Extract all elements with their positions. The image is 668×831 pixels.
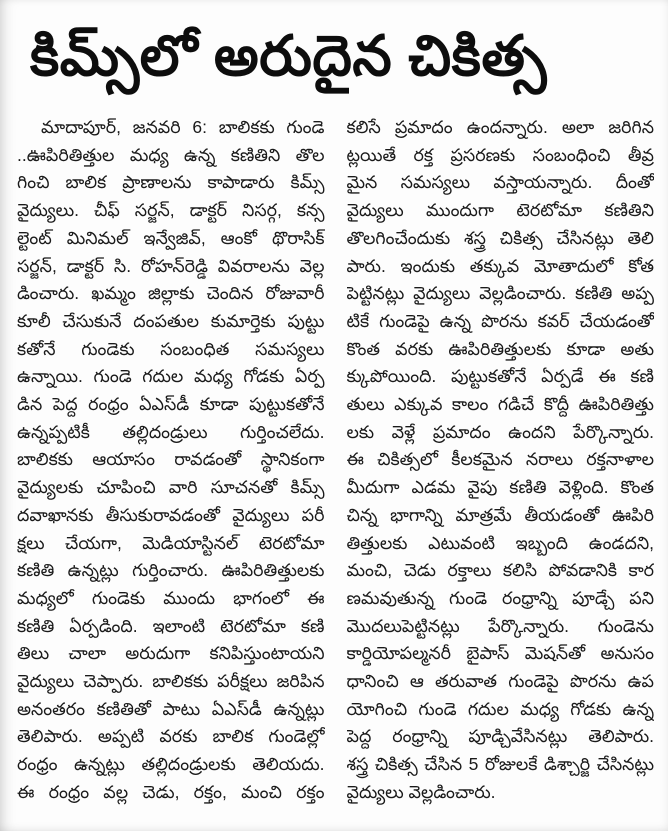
text-line: యోగించి గుండె గదుల మధ్య గోడకు ఉన్న	[346, 698, 654, 719]
text-line: తిత్తులకు ఎటువంటి ఇబ్బంది ఉండదని,	[346, 532, 654, 553]
text-line: వైద్యులకు చూపించి వారి సూచనతో కిమ్స్	[17, 477, 325, 498]
text-line: వైద్యులు. చీఫ్ సర్జన్, డాక్టర్ నిసర్గ, కన్స	[17, 200, 325, 221]
text-line: పెద్ద రంధ్రాన్ని పూడ్చివేసినట్లు తెలిపారు.	[346, 726, 654, 747]
text-line: ణమవుతున్న గుండె రంధ్రాన్ని పూడ్చే పని	[346, 587, 654, 608]
text-line: ఉన్నప్పటికీ తల్లిదండ్రులు గుర్తించలేదు.	[17, 421, 325, 442]
text-line: క్కుపోయింది. పుట్టుకతోనే ఏర్పడే ఈ కణి	[346, 366, 654, 387]
text-line: కతోనే గుండెకు సంబంధిత సమస్యలు	[17, 338, 325, 359]
text-line: కలిసే ప్రమాదం ఉందన్నారు. అలా జరిగిన	[346, 117, 654, 137]
text-line: ..ఊపిరితిత్తుల మధ్య ఉన్న కణితిని తొల	[17, 144, 325, 165]
text-line: కొంత వరకు ఊపిరితిత్తులకు కూడా అతు	[346, 338, 654, 359]
text-line: వైద్యులు ముందుగా టెరటోమా కణితిని	[346, 200, 654, 221]
text-line: పెట్టినట్లు వైద్యులు వెల్లడించారు. కణితి అప్ప	[346, 283, 654, 304]
text-line: టికే గుండెపై ఉన్న పొరను కవర్ చేయడంతో	[346, 310, 654, 331]
text-line: మైన సమస్యలు వస్తాయన్నారు. దీంతో	[346, 172, 654, 193]
text-line: కూలీ చేసుకునే దంపతుల కుమార్తెకు పుట్టు	[17, 310, 325, 331]
text-line: ఉన్నాయి. గుండె గదుల మధ్య గోడకు ఏర్ప	[17, 366, 325, 387]
text-line: కార్డియోపల్మనరీ బైపాస్ మెషన్‌తో అనుసం	[346, 643, 654, 664]
text-line: తొలగించేందుకు శస్త్ర చికిత్స చేసినట్లు తెలి	[346, 227, 654, 248]
article-headline: కిమ్స్‌లో అరుదైన చికిత్స	[30, 24, 547, 87]
text-line: కణితి ఉన్నట్లు గుర్తించారు. ఊపిరితిత్తులకు	[17, 560, 325, 581]
text-line: ఈ రంధ్రం వల్ల చెడు, రక్తం, మంచి రక్తం	[17, 781, 325, 802]
text-line: మీదుగా ఎడమ వైపు కణితి వెళ్లింది. కొంత	[346, 477, 654, 498]
article-column-left	[17, 114, 325, 807]
text-line: డిన పెద్ద రంధ్రం ఏఎస్‌డీ కూడా పుట్టుకతోనే	[17, 394, 325, 415]
text-line: వైద్యులు వెల్లడించారు.	[346, 781, 496, 802]
text-line: తులు ఎక్కువ కాలం గడిచే కొద్దీ ఊపిరితిత్తు	[346, 394, 654, 415]
text-line: పారు. ఇందుకు తక్కువ మోతాదులో కోత	[346, 255, 654, 276]
text-line: ధానించి ఆ తరువాత గుండెపై పొరను ఉప	[346, 671, 654, 692]
text-line: మాదాపూర్, జనవరి 6: బాలికకు గుండె	[41, 117, 325, 137]
text-line: మంచి, చెడు రక్తాలు కలిసి పోవడానికి కార	[346, 560, 654, 581]
text-line: మొదలుపెట్టినట్లు పేర్కొన్నారు. గుండెను	[346, 615, 654, 636]
text-line: లకు వెళ్లే ప్రమాదం ఉందని పేర్కొన్నారు.	[346, 421, 654, 442]
text-line: తిలు చాలా అరుదుగా కనిపిస్తుంటాయని	[17, 643, 325, 664]
article-column-right	[347, 114, 655, 807]
text-line: ఈ చికిత్సలో కీలకమైన నరాలు రక్తనాళాల	[346, 449, 654, 470]
article-body	[0, 106, 668, 807]
text-line: కణితి ఏర్పడింది. ఇలాంటి టెరటోమా కణి	[17, 615, 325, 636]
text-line: వైద్యులు చెప్పారు. బాలికకు పరీక్షలు జరిపిన	[17, 671, 325, 692]
text-line: ల్టెంట్ మినిమల్ ఇన్వేజివ్, ఆంకో థొరాసిక్	[17, 227, 325, 248]
text-line: శస్త్ర చికిత్స చేసిన 5 రోజులకే డిశ్చార్జి చేసినట్లు	[346, 754, 654, 775]
text-line: ట్లయితే రక్త ప్రసరణకు సంబంధించి తీవ్ర	[346, 144, 654, 165]
text-line: దవాఖానకు తీసుకురావడంతో వైద్యులు పరీ	[17, 504, 325, 525]
text-line: గించి బాలిక ప్రాణాలను కాపాడారు కిమ్స్	[17, 172, 325, 193]
text-line: రంధ్రం ఉన్నట్లు తల్లిదండ్రులకు తెలియదు.	[17, 754, 325, 775]
text-line: సర్జన్, డాక్టర్ సి. రోహన్‌రెడ్డి వివరాలను వెల్ల	[17, 255, 325, 276]
text-line: చిన్న భాగాన్ని మాత్రమే తీయడంతో ఊపిరి	[346, 504, 654, 525]
text-line: క్షలు చేయగా, మెడియాస్టినల్ టెరటోమా	[17, 532, 325, 553]
text-line: మధ్యలో గుండెకు ముందు భాగంలో ఈ	[17, 587, 325, 608]
text-line: తెలిపారు. అప్పటి వరకు బాలిక గుండెల్లో	[17, 726, 325, 747]
text-line: డించారు. ఖమ్మం జిల్లాకు చెందిన రోజువారీ	[17, 283, 325, 304]
text-line: బాలికకు ఆయాసం రావడంతో స్థానికంగా	[17, 449, 325, 470]
text-line: అనంతరం కణితితో పాటు ఏఎస్‌డీ ఉన్నట్లు	[17, 698, 325, 719]
